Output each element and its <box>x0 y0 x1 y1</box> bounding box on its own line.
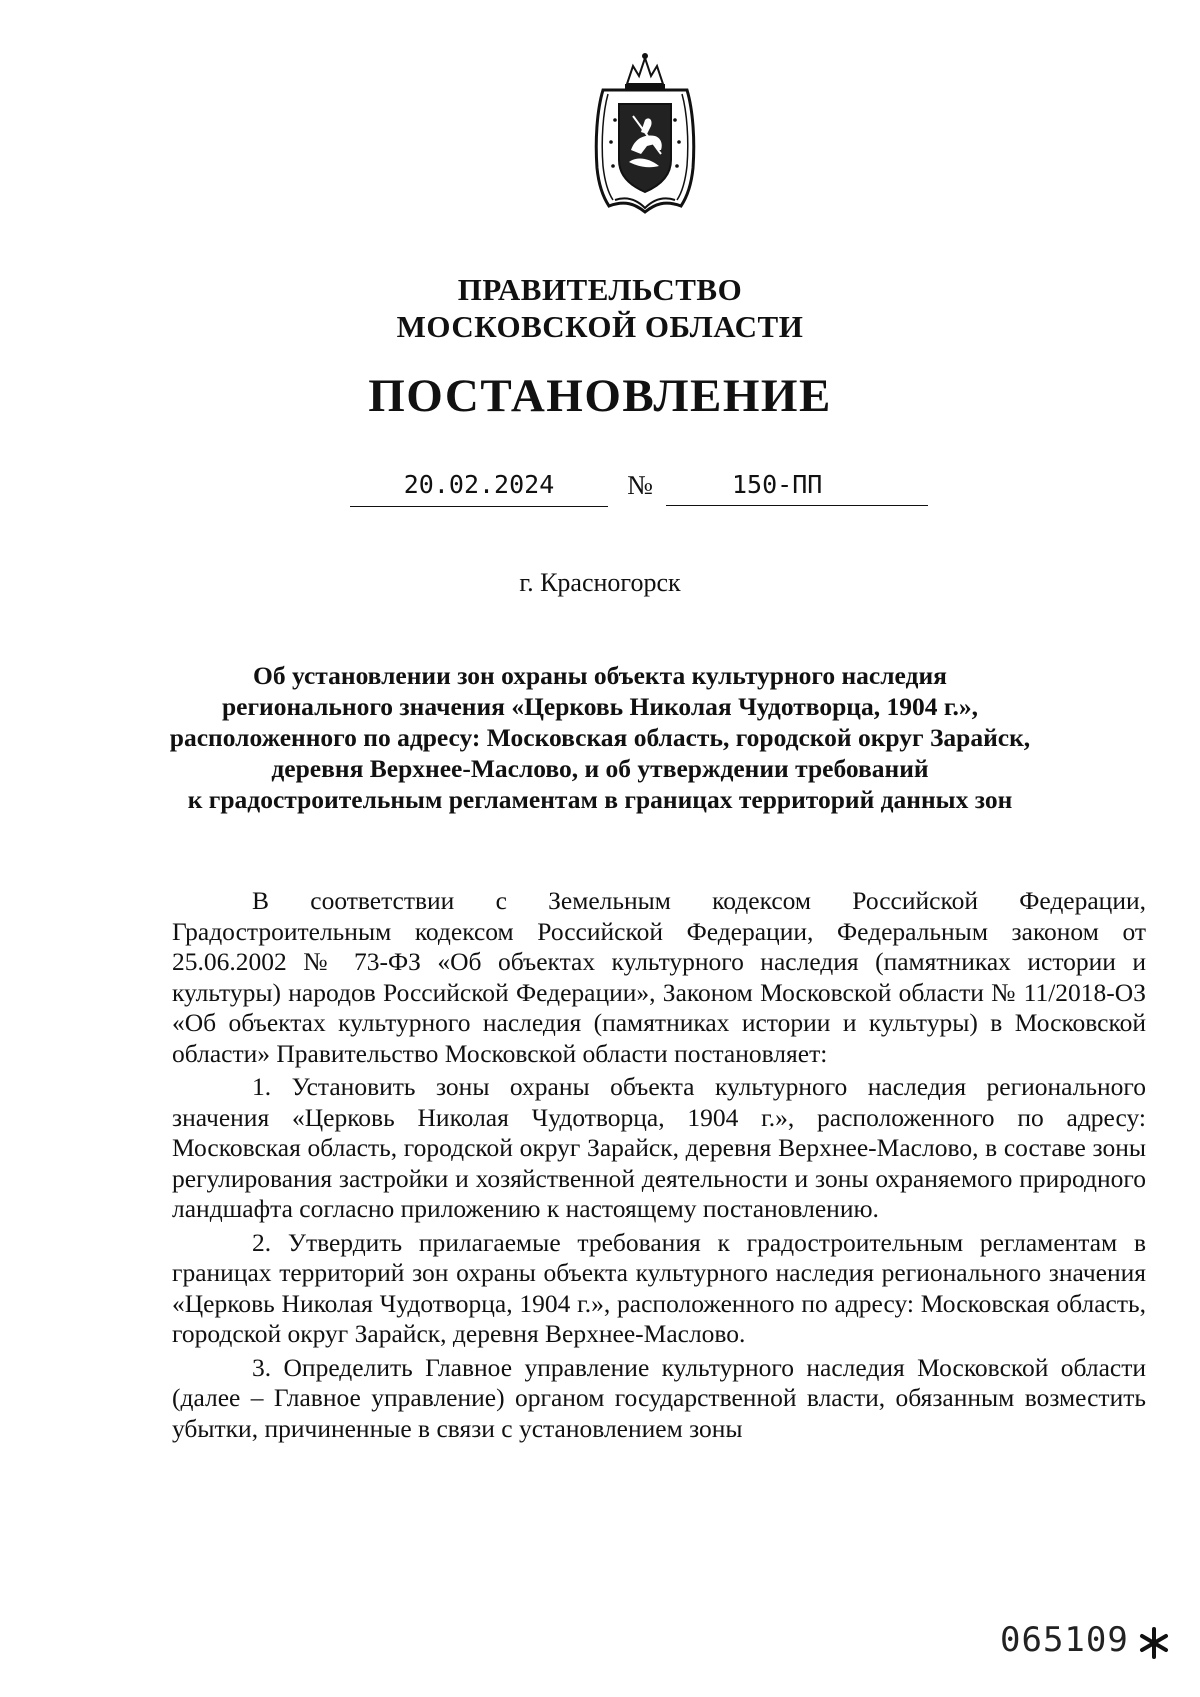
title-line: к градостроительным регламентам в границах территорий данных зон <box>187 785 1013 814</box>
registration-number: 150-ПП <box>666 468 928 506</box>
title-line: деревня Верхнее-Маслово, и об утверждении требований <box>271 754 929 783</box>
number-sign: № <box>627 470 653 500</box>
document-title <box>150 660 1050 815</box>
city-of-issue: г. Красногорск <box>519 568 681 597</box>
coat-of-arms-icon <box>575 50 715 218</box>
organization-name-line2: МОСКОВСКОЙ ОБЛАСТИ <box>396 309 804 344</box>
document-type-heading: ПОСТАНОВЛЕНИЕ <box>368 370 832 422</box>
clause-2-paragraph: 2. Утвердить прилагаемые требования к градостроительным регламентам в границах территорий зон охраны объекта культурного наследия регионального значения «Церковь Николая Чудотворца, 1904 г.», расположенного по адресу: Московская область, городской округ Зарайск, деревня Верхнее-Маслово. <box>172 1227 1146 1348</box>
clause-1-paragraph: 1. Установить зоны охраны объекта культурного наследия регионального значения «Церковь Николая Чудотворца, 1904 г.», расположенного по адресу: Московская область, городской округ Зарайск, деревня Верхнее-Маслово, в составе зоны регулирования застройки и хозяйственной деятельности и зоны охраняемого природного ландшафта согласно приложению к настоящему постановлению. <box>172 1072 1146 1223</box>
title-line: Об установлении зон охраны объекта культурного наследия <box>253 661 947 690</box>
title-line: регионального значения «Церковь Николая Чудотворца, 1904 г.», <box>221 692 979 721</box>
document-body <box>172 886 1146 1444</box>
asterisk-icon <box>1136 1625 1172 1661</box>
organization-name-line1: ПРАВИТЕЛЬСТВО <box>457 272 743 307</box>
clause-3-paragraph: 3. Определить Главное управление культурного наследия Московской области (далее – Главное управление) органом государственной власти, обязанным возместить убытки, причиненные в связи с установлением зоны <box>172 1352 1146 1443</box>
registration-date: 20.02.2024 <box>350 468 608 507</box>
form-serial-number: 065109 <box>1000 1620 1129 1660</box>
title-line: расположенного по адресу: Московская область, городской округ Зарайск, <box>169 723 1031 752</box>
preamble-paragraph: В соответствии с Земельным кодексом Российской Федерации, Градостроительным кодексом Российской Федерации, Федеральным законом от 25.06.2002 № 73-ФЗ «Об объектах культурного наследия (памятниках истории и культуры) народов Российской Федерации», Законом Московской области № 11/2018-ОЗ «Об объектах культурного наследия (памятниках истории и культуры) в Московской области» Правительство Московской области постановляет: <box>172 886 1146 1068</box>
